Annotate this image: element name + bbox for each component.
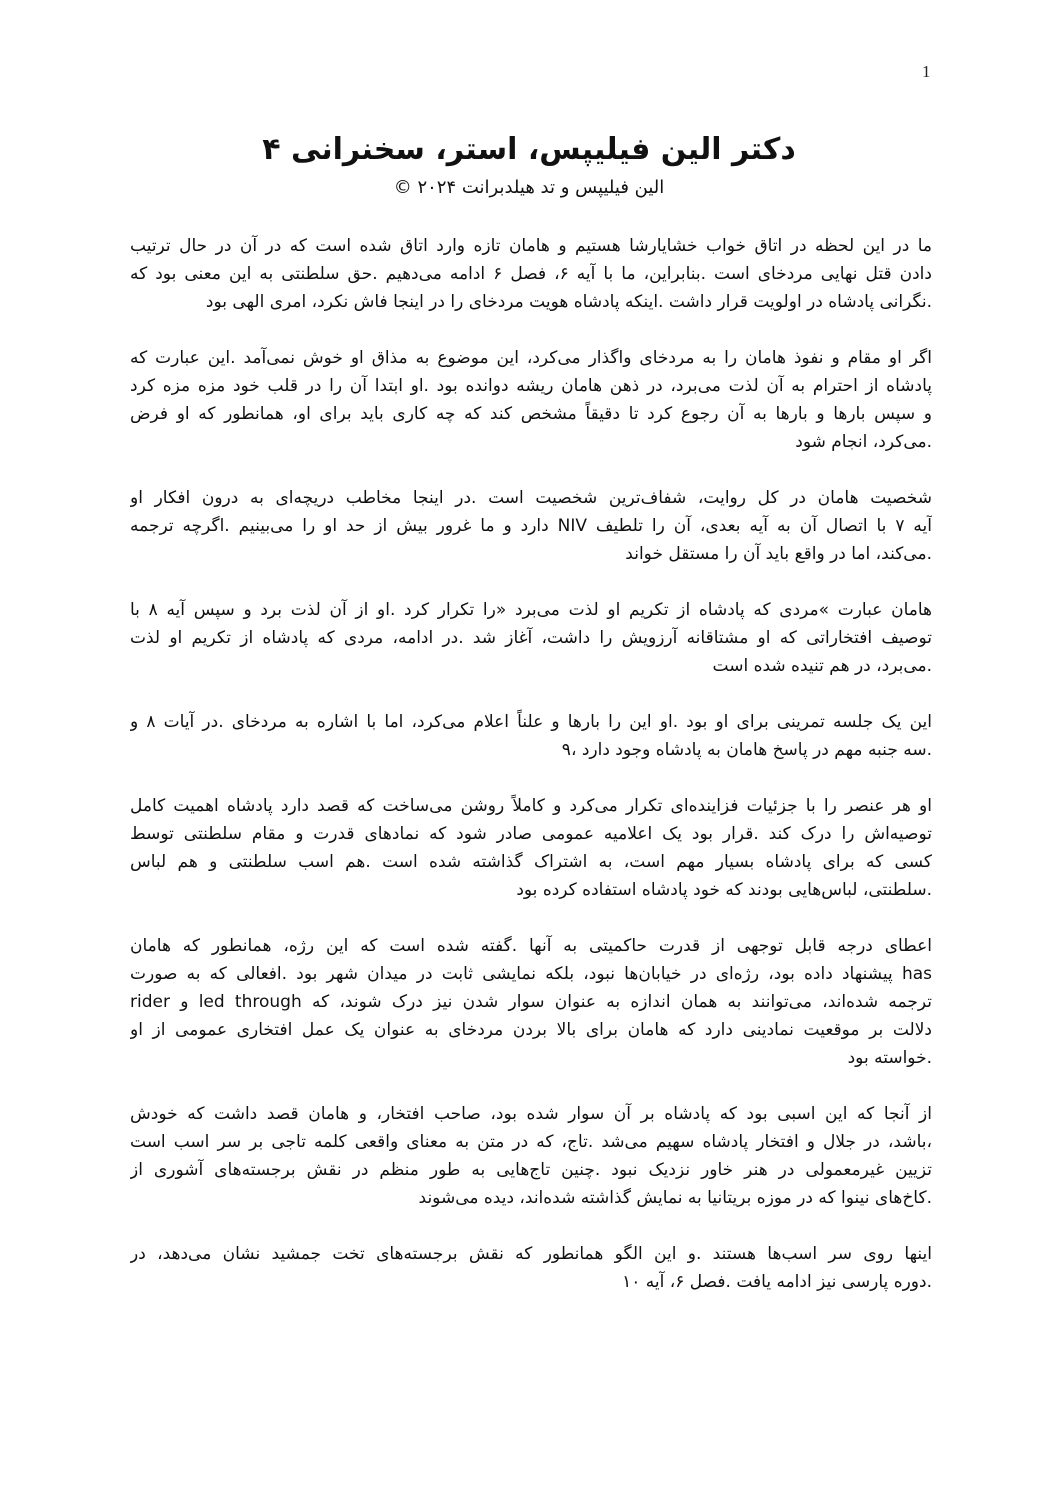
paragraph-line: دادن قتل نهایی مردخای است .بنابراین، ما با آیه ۶، فصل ۶ ادامه می‌دهیم .حق سلطنتی به این معنی بود که [130, 264, 932, 284]
paragraph-line: توصیف افتخاراتی که او مشتاقانه آرزویش را داشت، آغاز شد .در ادامه، مردی که پادشاه از تکریم او لذت [130, 628, 932, 648]
page-title: دکتر الین فیلیپس، استر، سخنرانی ۴ [262, 132, 796, 167]
paragraph [130, 1100, 932, 1212]
paragraph [130, 344, 932, 456]
paragraph [130, 708, 932, 764]
paragraph [130, 792, 932, 904]
paragraph-line: توصیه‌اش را درک کند .قرار بود یک اعلامیه عمومی صادر شود که نمادهای قدرت و مقام سلطنتی توسط [130, 824, 932, 844]
paragraph-line: .سه جنبه مهم در پاسخ هامان به پادشاه وجود دارد ،۹ [561, 740, 932, 760]
paragraph [130, 596, 932, 680]
page-number: 1 [922, 62, 931, 81]
paragraph-line: پادشاه از احترام به آن لذت می‌برد، در ذهن هامان ریشه دوانده بود .او ابتدا آن را در قلب خود مزه مزه کرد [130, 376, 932, 396]
paragraph-line: .سلطنتی، لباس‌هایی بودند که خود پادشاه استفاده کرده بود [516, 880, 932, 900]
paragraph-line: اینها روی سر اسب‌ها هستند .و این الگو همانطور که نقش برجسته‌های تخت جمشید نشان می‌دهد، در [130, 1244, 932, 1264]
copyright-line: الین فیلیپس و تد هیلدبرانت ۲۰۲۴ © [393, 177, 665, 198]
paragraph-line: ترجمه شده‌اند، می‌توانند به همان اندازه به عنوان سوار شدن نیز درک شوند، که led through و rider [130, 992, 932, 1012]
paragraph-line: .کاخ‌های نینوا که در موزه بریتانیا به نمایش گذاشته شده‌اند، دیده می‌شوند [418, 1188, 932, 1208]
paragraph-line: ،باشد، در جلال و افتخار پادشاه سهیم می‌شد .تاج، که در متن به معنای واقعی کلمه تاجی بر سر اسب است [130, 1132, 932, 1152]
paragraph-line: اعطای درجه قابل توجهی از قدرت حاکمیتی به آنها .گفته شده است که این رژه، همانطور که هامان [130, 936, 932, 956]
paragraph-line: ما در این لحظه در اتاق خواب خشایارشا هستیم و هامان تازه وارد اتاق شده است که در آن در حال ترتیب [130, 236, 932, 256]
paragraph-line: و سپس بارها و بارها به آن رجوع کرد تا دقیقاً مشخص کند که چه کاری باید برای او، همانطور که او فرض [130, 404, 932, 424]
paragraph-line: دلالت بر موقعیت نمادینی دارد که هامان برای بالا بردن مردخای به عنوان یک عمل افتخاری عمومی از او [130, 1020, 932, 1040]
paragraph-line: او هر عنصر را با جزئیات فزاینده‌ای تکرار می‌کرد و کاملاً روشن می‌ساخت که قصد دارد پادشاه اهمیت کامل [130, 796, 932, 816]
paragraph-line: .خواسته بود [847, 1048, 932, 1068]
body-text [130, 232, 932, 1324]
paragraph-line: هامان عبارت »مردی که پادشاه از تکریم او لذت می‌برد «را تکرار کرد .او از آن لذت برد و سپس آیه ۸ با [130, 600, 932, 620]
paragraph [130, 232, 932, 316]
paragraph-line: .نگرانی پادشاه در اولویت قرار داشت .اینکه پادشاه هویت مردخای را در اینجا فاش نکرد، امری الهی بود [205, 292, 932, 312]
title-block [130, 128, 928, 202]
paragraph [130, 932, 932, 1072]
paragraph-line: .دوره پارسی نیز ادامه یافت .فصل ۶، آیه ۱۰ [622, 1272, 932, 1292]
paragraph [130, 1240, 932, 1296]
paragraph-line: تزیین غیرمعمولی در هنر خاور نزدیک نبود .چنین تاج‌هایی به طور منظم در نقش برجسته‌های آشوری از [130, 1160, 932, 1180]
paragraph-line: این یک جلسه تمرینی برای او بود .او این را بارها و علناً اعلام می‌کرد، اما با اشاره به مردخای .در آیات ۸ و [130, 712, 932, 732]
paragraph-line: .می‌کند، اما در واقع باید آن را مستقل خواند [625, 544, 932, 564]
paragraph-line: .می‌برد، در هم تنیده شده است [712, 656, 932, 676]
paragraph-line: has پیشنهاد داده بود، رژه‌ای در خیابان‌ها نبود، بلکه نمایشی ثابت در میدان شهر بود .افعالی که به صورت [130, 964, 932, 984]
paragraph-line: شخصیت هامان در کل روایت، شفاف‌ترین شخصیت است .در اینجا مخاطب دریچه‌ای به درون افکار او [130, 488, 932, 508]
paragraph [130, 484, 932, 568]
paragraph-line: آیه ۷ با اتصال آن به آیه بعدی، آن را تلطیف NIV دارد و ما غرور بیش از حد او را می‌بینیم .اگرچه ترجمه [130, 516, 932, 536]
paragraph-line: کسی که برای پادشاه بسیار مهم است، به اشتراک گذاشته شده است .هم اسب سلطنتی و هم لباس [130, 852, 932, 872]
paragraph-line: .می‌کرد، انجام شود [795, 432, 932, 452]
paragraph-line: از آنجا که این اسبی بود که پادشاه بر آن سوار شده بود، صاحب افتخار، و هامان قصد داشت که خودش [130, 1104, 932, 1124]
paragraph-line: اگر او مقام و نفوذ هامان را به مردخای واگذار می‌کرد، این موضوع به مذاق او خوش نمی‌آمد .این عبارت که [130, 348, 932, 368]
